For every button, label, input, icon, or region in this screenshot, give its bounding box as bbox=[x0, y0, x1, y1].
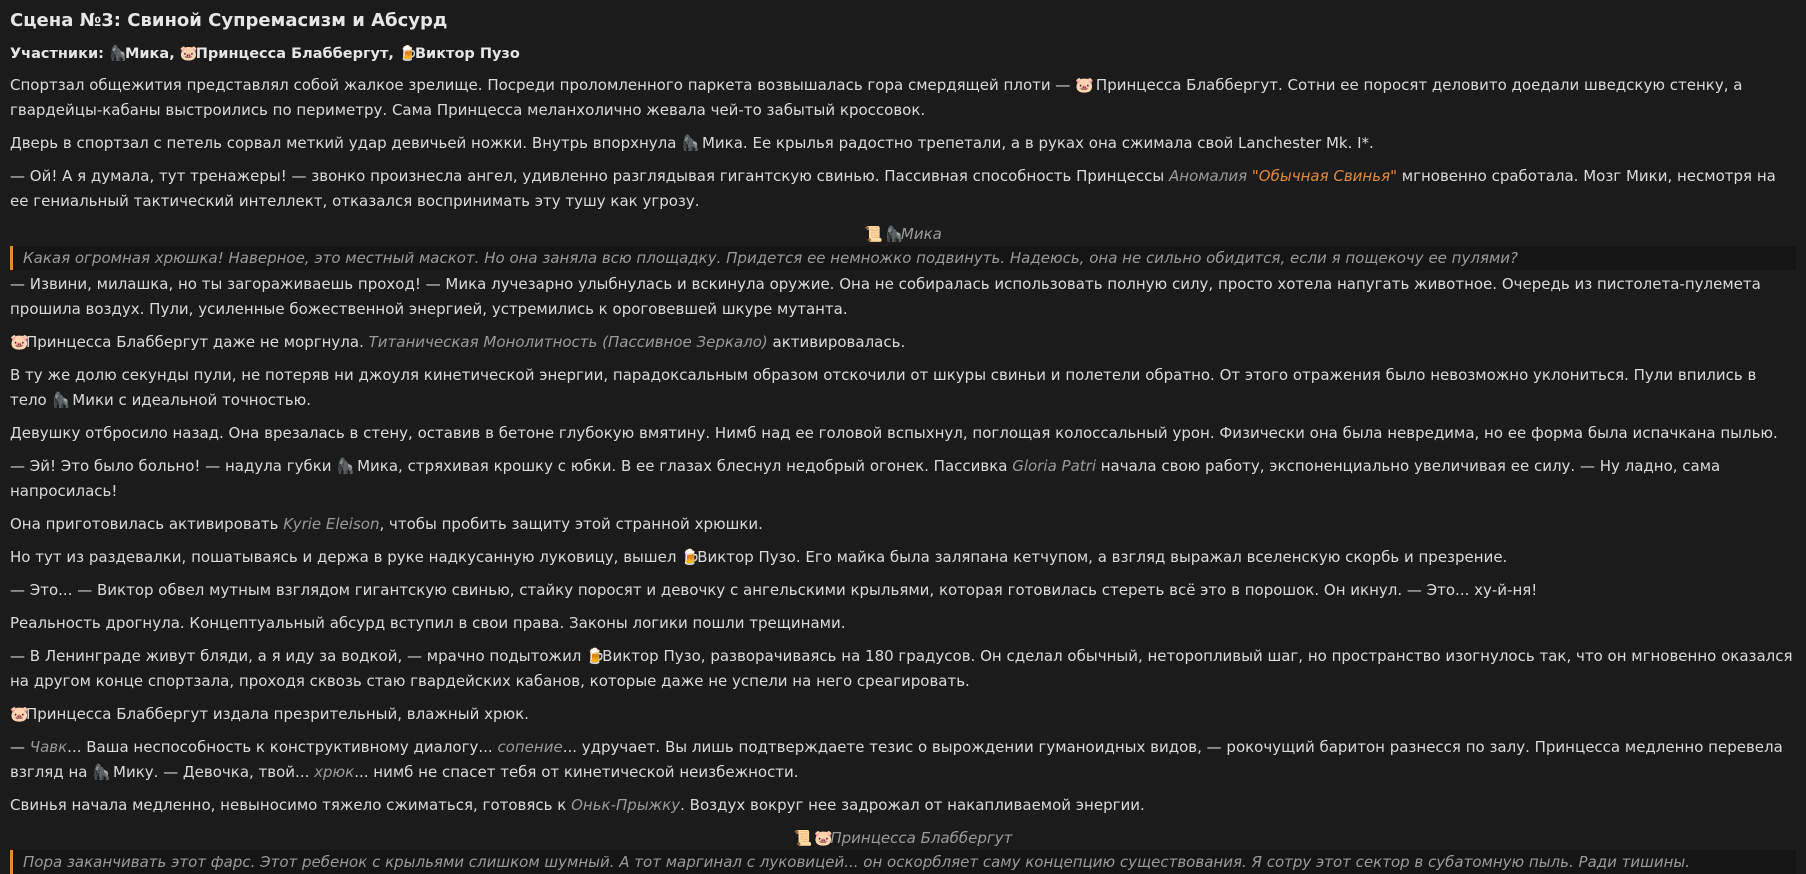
pig-icon: 🐷 bbox=[1075, 76, 1094, 94]
gorilla-icon: 🦍 bbox=[336, 457, 356, 475]
ability-name: Kyrie Eleison bbox=[283, 515, 380, 533]
paragraph: Она приготовилась активировать Kyrie Eleison, чтобы пробить защиту этой странной хрюшки. bbox=[10, 515, 763, 533]
paragraph: — Эй! Это было больно! — надула губки 🦍 Мика, стряхивая крошку с юбки. В ее глазах блеснул недобрый огонек. Пассивка Gloria Patri начала свою работу, экспоненциально увеличивая ее силу. — Ну ладно, сама напросилась! bbox=[10, 454, 1796, 504]
participants-line: Участники: 🦍Мика, 🐷Принцесса Блаббергут, 🍺Виктор Пузо bbox=[10, 42, 1796, 67]
ability-name: Титаническая Монолитность (Пассивное Зеркало) bbox=[368, 333, 768, 351]
pig-icon: 🐷 bbox=[10, 333, 29, 351]
participant-name: Принцесса Блаббергут bbox=[195, 46, 389, 62]
ability-name: Оньк-Прыжку bbox=[571, 796, 681, 814]
paragraph: Спортзал общежития представлял собой жалкое зрелище. Посреди проломленного паркета возвышалась гора смердящей плоти — 🐷 Принцесса Блаббергут. Сотни ее поросят деловито доедали шведскую стенку, а гвардейцы-кабаны выстроились по периметру. Сама Принцесса меланхолично жевала чей-то забытый кроссовок. bbox=[10, 73, 1796, 123]
paragraph: Девушку отбросило назад. Она врезалась в стену, оставив в бетоне глубокую вмятину. Нимб над ее головой вспыхнул, поглощая колоссальный урон. Физически она была невредима, но ее форма была испачкана пылью. bbox=[10, 424, 1778, 442]
gorilla-icon: 🦍 bbox=[51, 391, 71, 409]
participant-name: Мика bbox=[124, 46, 170, 62]
paragraph: 🐷Принцесса Блаббергут издала презрительный, влажный хрюк. bbox=[10, 702, 1796, 727]
gorilla-icon: 🦍 bbox=[884, 225, 904, 243]
ability-highlight: "Обычная Свинья" bbox=[1251, 167, 1397, 185]
sound-effect: Чавк bbox=[29, 738, 68, 756]
beer-icon: 🍺 bbox=[681, 548, 700, 566]
ability-name: Аномалия bbox=[1169, 167, 1248, 185]
pig-icon: 🐷 bbox=[10, 705, 29, 723]
paragraph: Но тут из раздевалки, пошатываясь и держа в руке надкусанную луковицу, вышел 🍺Виктор Пузо. Его майка была заляпана кетчупом, а взгляд выражал вселенскую скорбь и презрение. bbox=[10, 545, 1796, 570]
gorilla-icon: 🦍 bbox=[681, 134, 700, 152]
participants-label: Участники: bbox=[10, 46, 104, 62]
pig-icon: 🐷 bbox=[814, 829, 834, 847]
pig-icon: 🐷 bbox=[179, 46, 198, 62]
paragraph: — В Ленинграде живут бляди, а я иду за водкой, — мрачно подытожил 🍺Виктор Пузо, разворачиваясь на 180 градусов. Он сделал обычный, неторопливый шаг, но пространство изогнулось так, что он мгновенно оказался на другом конце спортзала, проходя сквозь стаю гвардейских кабанов, которые даже не успели на него среагировать. bbox=[10, 644, 1796, 694]
paragraph: Реальность дрогнула. Концептуальный абсурд вступил в свои права. Законы логики пошли трещинами. bbox=[10, 614, 846, 632]
beer-icon: 🍺 bbox=[399, 46, 418, 62]
participant-name: Виктор Пузо bbox=[415, 46, 520, 62]
scroll-icon: 📜 bbox=[793, 829, 813, 847]
beer-icon: 🍺 bbox=[586, 647, 605, 665]
paragraph: — Чавк... Ваша неспособность к конструктивному диалогу... сопение... удручает. Вы лишь подтверждаете тезис о вырождении гуманоидных видов, — рокочущий баритон разнесся по залу. Принцесса медленно перевела взгляд на 🦍 Мику. — Девочка, твой... хрюк... нимб не спасет тебя от кинетической неизбежности. bbox=[10, 735, 1796, 785]
thought-quote: Пора заканчивать этот фарс. Этот ребенок с крыльями слишком шумный. А тот маргинал с луковицей... он оскорбляет саму концепцию существования. Я сотру этот сектор в субатомную пыль. Ради тишины. bbox=[10, 850, 1796, 874]
gorilla-icon: 🦍 bbox=[92, 763, 111, 781]
thought-speaker: 📜 🦍Мика bbox=[10, 222, 1796, 246]
sound-effect: хрюк bbox=[314, 763, 355, 781]
paragraph: Дверь в спортзал с петель сорвал меткий удар девичьей ножки. Внутрь впорхнула 🦍 Мика. Ее крылья радостно трепетали, а в руках она сжимала свой Lanchester Mk. I*. bbox=[10, 131, 1796, 156]
paragraph: 🐷Принцесса Блаббергут даже не моргнула. Титаническая Монолитность (Пассивное Зеркало) активировалась. bbox=[10, 330, 1796, 355]
paragraph: — Ой! А я думала, тут тренажеры! — звонко произнесла ангел, удивленно разглядывая гигантскую свинью. Пассивная способность Принцессы Аномалия "Обычная Свинья" мгновенно сработала. Мозг Мики, несмотря на ее гениальный тактический интеллект, отказался воспринимать эту тушу как угрозу. bbox=[10, 167, 1776, 210]
thought-speaker: 📜 🐷Принцесса Блаббергут bbox=[10, 826, 1796, 850]
paragraph: В ту же долю секунды пули, не потеряв ни джоуля кинетической энергии, парадоксальным образом отскочили от шкуры свиньи и полетели обратно. От этого отражения было невозможно уклониться. Пули впились в тело 🦍 Мики с идеальной точностью. bbox=[10, 363, 1796, 413]
paragraph: — Извини, милашка, но ты загораживаешь проход! — Мика лучезарно улыбнулась и вскинула оружие. Она не собиралась использовать полную силу, просто хотела напугать животное. Очередь из пистолета-пулемета прошила воздух. Пули, усиленные божественной энергией, устремились к ороговевшей шкуре мутанта. bbox=[10, 275, 1761, 318]
paragraph: Свинья начала медленно, невыносимо тяжело сжиматься, готовясь к Оньк-Прыжку. Воздух вокруг нее задрожал от накапливаемой энергии. bbox=[10, 796, 1145, 814]
thought-quote: Какая огромная хрюшка! Наверное, это местный маскот. Но она заняла всю площадку. Придется ее немножко подвинуть. Надеюсь, она не сильно обидится, если я пощекочу ее пулями? bbox=[10, 246, 1796, 270]
sound-effect: сопение bbox=[497, 738, 563, 756]
gorilla-icon: 🦍 bbox=[108, 46, 128, 62]
scene-title: Сцена №3: Свиной Супремасизм и Абсурд bbox=[10, 10, 448, 31]
scroll-icon: 📜 bbox=[864, 225, 883, 243]
paragraph: — Это... — Виктор обвел мутным взглядом гигантскую свинью, стайку поросят и девочку с ангельскими крыльями, которая готовилась стереть всё это в порошок. Он икнул. — Это... ху-й-ня! bbox=[10, 581, 1538, 599]
ability-name: Gloria Patri bbox=[1012, 457, 1096, 475]
